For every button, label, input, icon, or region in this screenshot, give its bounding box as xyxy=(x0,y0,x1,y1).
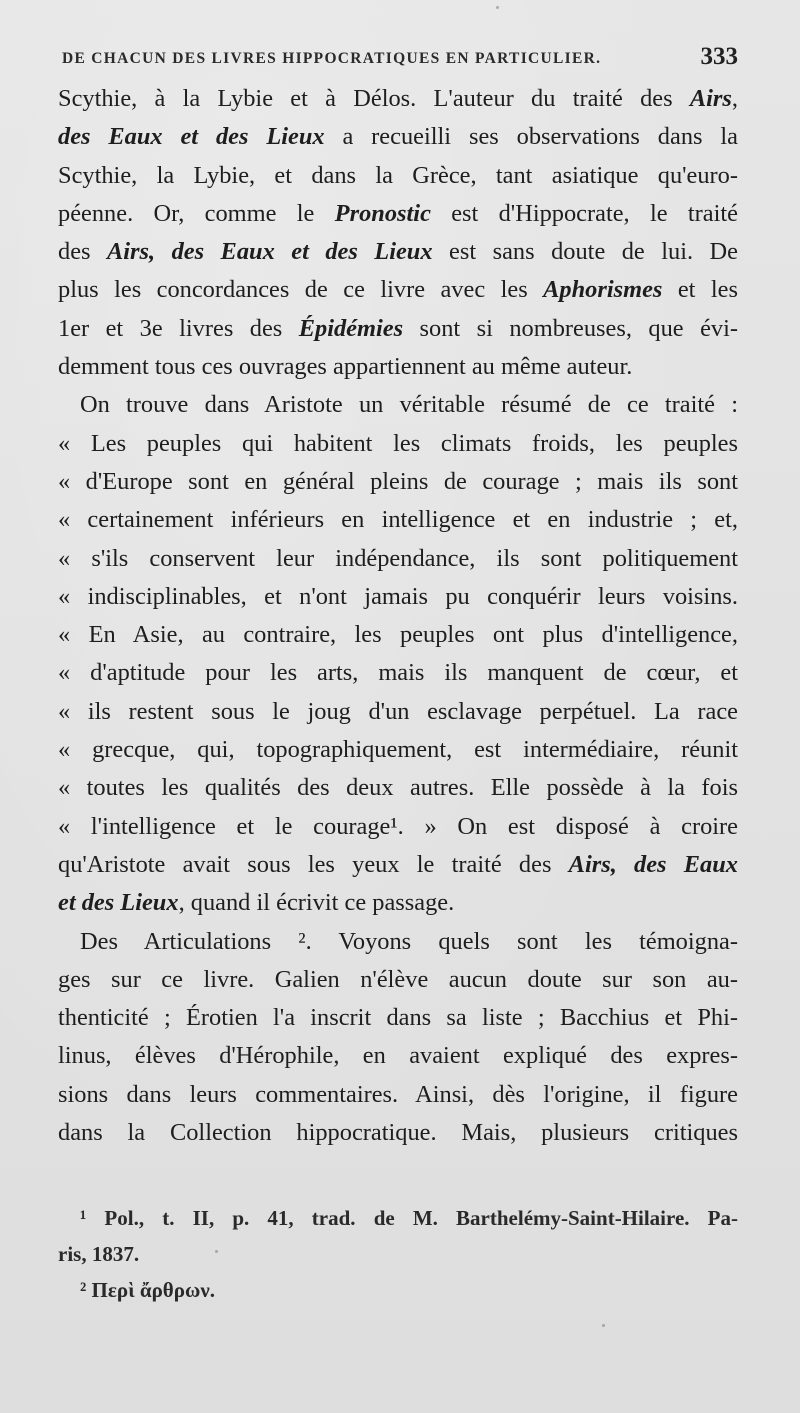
quote-line: « Les peuples qui habitent les climats froids, les peuples xyxy=(58,429,738,457)
text-line: 1er et 3e livres des Épidémies sont si nombreuses, que évi- xyxy=(58,314,738,342)
text-line: péenne. Or, comme le Pronostic est d'Hippocrate, le traité xyxy=(58,199,738,227)
text-line: qu'Aristote avait sous les yeux le traité des Airs, des Eaux xyxy=(58,850,738,878)
text-line: ges sur ce livre. Galien n'élève aucun doute sur son au- xyxy=(58,965,738,993)
running-title: DE CHACUN DES LIVRES HIPPOCRATIQUES EN PARTICULIER. xyxy=(62,50,602,67)
quote-line: « toutes les qualités des deux autres. Elle possède à la fois xyxy=(58,774,738,802)
footnote-2: ² Περὶ ἄρθρων. xyxy=(80,1278,215,1302)
quote-line: « d'aptitude pour les arts, mais ils manquent de cœur, et xyxy=(58,659,738,687)
quote-line: « ils restent sous le joug d'un esclavage perpétuel. La race xyxy=(58,697,738,725)
text-line: des Airs, des Eaux et des Lieux est sans doute de lui. De xyxy=(58,238,738,266)
text-line: et des Lieux, quand il écrivit ce passage. xyxy=(58,889,455,917)
text-line: Scythie, à la Lybie et à Délos. L'auteur du traité des Airs, xyxy=(58,85,738,112)
text-line: dans la Collection hippocratique. Mais, plusieurs critiques xyxy=(58,1119,738,1147)
page-number: 333 xyxy=(700,43,738,70)
text-line: plus les concordances de ce livre avec les Aphorismes et les xyxy=(58,276,738,304)
quote-line: « indisciplinables, et n'ont jamais pu conquérir leurs voisins. xyxy=(58,582,738,610)
paper-speck xyxy=(602,1324,605,1327)
body-text xyxy=(58,80,738,1152)
text-line: Scythie, la Lybie, et dans la Grèce, tant asiatique qu'euro- xyxy=(58,161,738,189)
footnotes xyxy=(58,1200,738,1308)
text-line: des Eaux et des Lieux a recueilli ses observations dans la xyxy=(58,123,738,151)
footnote-1-continued: ris, 1837. xyxy=(58,1242,140,1266)
quote-line: « certainement inférieurs en intelligence et en industrie ; et, xyxy=(58,506,738,534)
text-line: sions dans leurs commentaires. Ainsi, dès l'origine, il figure xyxy=(58,1080,738,1108)
page-header xyxy=(62,42,738,76)
text-line: thenticité ; Érotien l'a inscrit dans sa liste ; Bacchius et Phi- xyxy=(58,1004,738,1032)
paragraph-start-line: Des Articulations ². Voyons quels sont les témoigna- xyxy=(80,927,738,955)
paper-speck xyxy=(496,6,499,9)
quote-line: « grecque, qui, topographiquement, est intermédiaire, réunit xyxy=(58,736,738,764)
text-line: demment tous ces ouvrages appartiennent au même auteur. xyxy=(58,353,633,381)
paper-speck xyxy=(215,1250,218,1253)
quote-line: « l'intelligence et le courage¹. » On est disposé à croire xyxy=(58,812,738,840)
footnote-1: ¹ Pol., t. II, p. 41, trad. de M. Barthelémy-Saint-Hilaire. Pa- xyxy=(80,1206,738,1230)
paragraph-start-line: On trouve dans Aristote un véritable résumé de ce traité : xyxy=(80,391,738,419)
text-line: linus, élèves d'Hérophile, en avaient expliqué des expres- xyxy=(58,1042,738,1070)
quote-line: « En Asie, au contraire, les peuples ont plus d'intelligence, xyxy=(58,621,738,649)
quote-line: « s'ils conservent leur indépendance, ils sont politiquement xyxy=(58,544,738,572)
quote-line: « d'Europe sont en général pleins de courage ; mais ils sont xyxy=(58,467,738,495)
